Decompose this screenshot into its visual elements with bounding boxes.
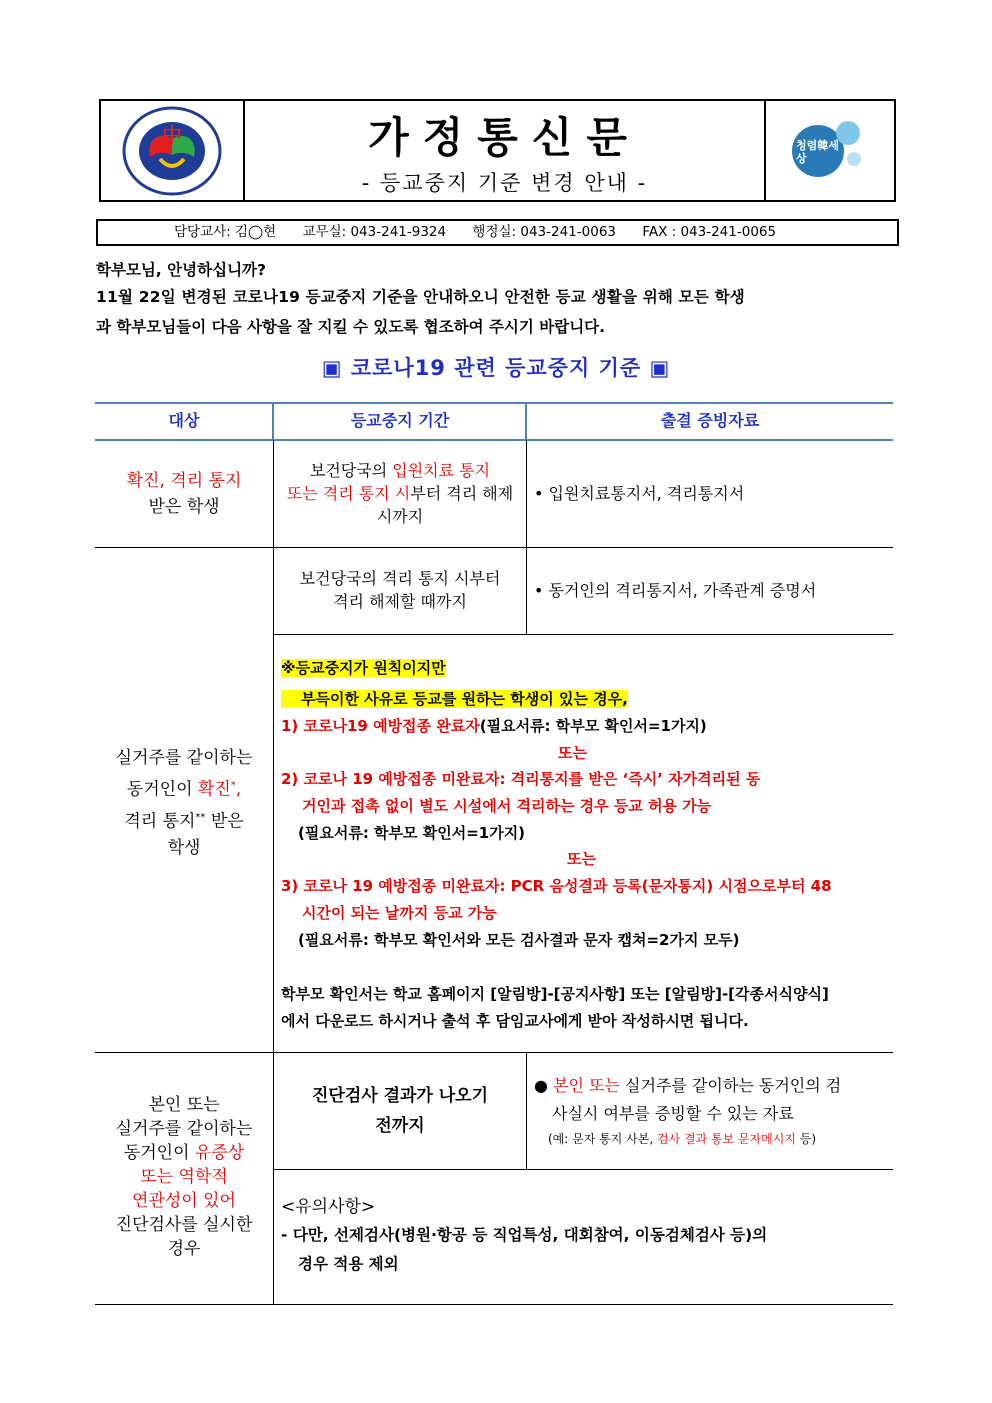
row1-evidence: • 입원치료통지서, 격리통지서 xyxy=(534,484,745,503)
contact-admin: 행정실: 043-241-0063 xyxy=(472,224,617,240)
row3-period-2: 전까지 xyxy=(375,1116,425,1136)
row3-target-6: 진단검사를 실시한 xyxy=(115,1215,253,1235)
note-1-wrap xyxy=(281,655,446,681)
row3-target-1: 본인 또는 xyxy=(148,1095,220,1115)
page-title: 가정통신문 xyxy=(368,113,641,162)
row1-period-b: 입원치료 통지 xyxy=(392,461,491,480)
row2-target xyxy=(95,745,273,862)
row-divider-2a xyxy=(273,634,893,635)
intro-line-2: 과 학부모님들이 다음 사항을 잘 지킬 수 있도록 협조하여 주시기 바랍니다. xyxy=(96,318,606,336)
caution-1: - 다만, 선제검사(병원·항공 등 직업특성, 대회참여, 이동검체검사 등)의 xyxy=(281,1226,768,1244)
row3-evidence-2: 사실시 여부를 증빙할 수 있는 자료 xyxy=(552,1104,794,1123)
row2-evidence: • 동거인의 격리통지서, 가족관계 증명서 xyxy=(534,581,817,600)
caution-2: 경우 적용 제외 xyxy=(298,1255,399,1273)
contact-bar xyxy=(96,219,899,246)
row1-period-d: 부터 격리 해제 xyxy=(410,484,514,503)
note-10: 학부모 확인서는 학교 홈페이지 [알림방]-[공지사항] 또는 [알림방]-[각종서식양식] xyxy=(281,985,829,1003)
th-evidence: 출결 증빙자료 xyxy=(660,411,760,430)
page-subtitle: - 등교중지 기준 변경 안내 - xyxy=(361,171,648,195)
row2-target-3c: 받은 xyxy=(205,811,244,832)
or-2: 또는 xyxy=(567,850,596,868)
row3-evidence-3b: 검사 결과 통보 문자메시지 xyxy=(656,1132,796,1146)
row3-target-3b: 유증상 xyxy=(194,1143,245,1163)
row3-evidence-3a: (예: 문자 통지 사본, xyxy=(548,1132,657,1146)
table-header-border xyxy=(95,439,893,441)
row1-period-c: 또는 격리 통지 시 xyxy=(286,484,411,503)
caution-title: <유의사항> xyxy=(281,1197,376,1217)
intro-line-1: 11월 22일 변경된 코로나19 등교중지 기준을 안내하오니 안전한 등교 생활을 위해 모든 학생 xyxy=(96,288,745,306)
contact-teacher: 담당교사: 김◯현 xyxy=(174,224,277,240)
note-7: 3) 코로나 19 예방접종 미완료자: PCR 음성결과 등록(문자통지) 시점으로부터 48 xyxy=(281,877,832,895)
row3-period-1: 진단검사 결과가 나오기 xyxy=(311,1086,489,1106)
note-2-wrap xyxy=(281,686,628,712)
or-1: 또는 xyxy=(558,744,587,762)
note-6: (필요서류: 학부모 확인서=1가지) xyxy=(298,824,526,842)
contact-fax: FAX : 043-241-0065 xyxy=(642,224,777,240)
intro-greeting: 학부모님, 안녕하십니까? xyxy=(96,261,267,279)
row3-evidence-3c: 등) xyxy=(795,1132,817,1146)
row-divider-3a xyxy=(273,1169,893,1170)
row2-target-4: 학생 xyxy=(167,838,201,859)
row3-period xyxy=(274,1081,526,1141)
contact-office: 교무실: 043-241-9324 xyxy=(302,224,447,240)
row3-target-3a: 동거인이 xyxy=(123,1143,195,1163)
row2-target-2a: 동거인이 xyxy=(126,779,198,800)
row2-target-3b: ** xyxy=(195,811,206,823)
section-title: ▣ 코로나19 관련 등교중지 기준 ▣ xyxy=(321,356,671,380)
row1-target-red: 확진, 격리 통지 xyxy=(126,471,242,491)
row2-target-1: 실거주를 같이하는 xyxy=(115,748,253,768)
th-period: 등교중지 기간 xyxy=(350,411,450,430)
row1-period xyxy=(274,459,526,528)
integrity-logo-text: 청렴韓세상 xyxy=(796,139,839,165)
row-divider-1 xyxy=(95,547,893,548)
row3-target xyxy=(95,1093,273,1261)
note-11: 에서 다운로드 하시거나 출석 후 담임교사에게 받아 작성하시면 됩니다. xyxy=(281,1012,749,1030)
integrity-logo-cell xyxy=(764,101,894,200)
row1-period-e: 시까지 xyxy=(376,507,424,526)
note-9: (필요서류: 학부모 확인서와 모든 검사결과 문자 캡쳐=2가지 모두) xyxy=(298,931,740,949)
logo-left-kor: 양청중학교 xyxy=(153,180,192,189)
row1-target xyxy=(95,468,273,520)
row2-target-3a: 격리 통지 xyxy=(124,811,196,832)
col-div-2a xyxy=(526,440,527,634)
note-3b: (필요서류: 학부모 확인서=1가지) xyxy=(479,717,707,735)
row3-evidence xyxy=(534,1072,841,1150)
col-div-2b xyxy=(526,1052,527,1169)
note-3 xyxy=(281,713,707,739)
note-4: 2) 코로나 19 예방접종 미완료자: 격리통지를 받은 ‘즉시’ 자가격리된 동 xyxy=(281,770,761,788)
note-1: ※등교중지가 원칙이지만 xyxy=(281,659,446,677)
row3-evidence-1a: ● xyxy=(534,1076,554,1095)
row2-period xyxy=(274,567,526,613)
svg-text:中: 中 xyxy=(162,123,182,147)
row3-target-7: 경우 xyxy=(167,1239,201,1259)
row3-target-4: 또는 역학적 xyxy=(140,1167,228,1187)
row1-period-a: 보건당국의 xyxy=(309,461,393,480)
row3-evidence-1b: 본인 또는 xyxy=(553,1076,620,1095)
row3-target-5: 연관성이 있어 xyxy=(132,1191,236,1211)
table-bottom-border xyxy=(95,1304,893,1305)
row1-target-black: 받은 학생 xyxy=(148,497,220,517)
row-divider-3 xyxy=(95,1052,893,1053)
row2-period-2: 격리 해제할 때까지 xyxy=(333,592,467,611)
note-3a: 1) 코로나19 예방접종 완료자 xyxy=(281,717,480,735)
row2-period-1: 보건당국의 격리 통지 시부터 xyxy=(299,569,501,588)
row2-target-2c: * xyxy=(230,780,236,791)
row3-evidence-1c: 실거주를 같이하는 동거인의 검 xyxy=(619,1076,842,1095)
header-box xyxy=(99,99,896,202)
note-8: 시간이 되는 날까지 등교 가능 xyxy=(302,904,497,922)
th-target: 대상 xyxy=(168,411,200,430)
note-5: 거인과 접촉 없이 별도 시설에서 격리하는 경우 등교 허용 가능 xyxy=(302,797,712,815)
row3-target-2: 실거주를 같이하는 xyxy=(115,1119,253,1139)
note-2: 부득이한 사유로 등교를 원하는 학생이 있는 경우, xyxy=(281,690,628,708)
school-logo-cell xyxy=(101,101,245,200)
row2-target-2b: 확진 xyxy=(197,779,231,800)
row2-target-2d: , xyxy=(235,779,242,800)
table-top-border xyxy=(95,402,893,404)
